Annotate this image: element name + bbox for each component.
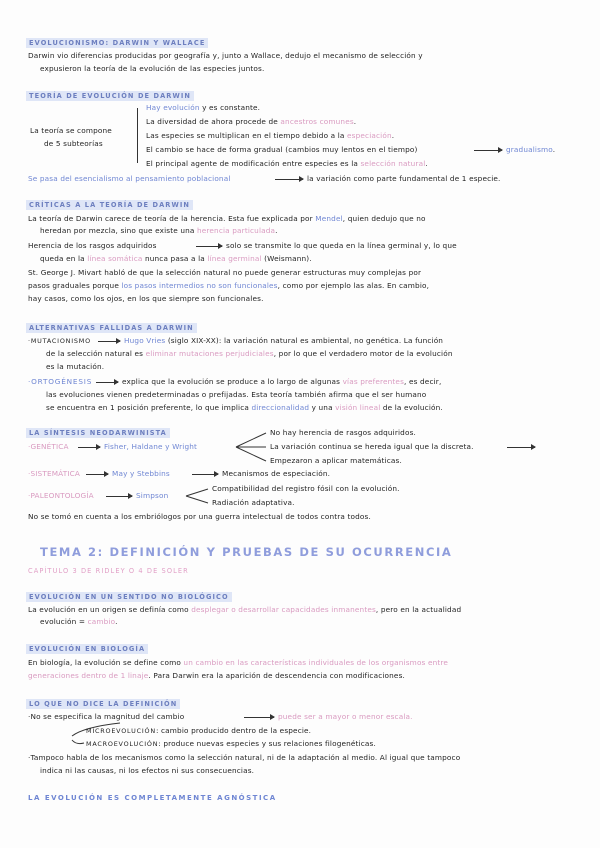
text: de la selección natural es	[46, 349, 146, 358]
term-highlight: visión lineal	[335, 403, 381, 412]
text-line: solo se transmite lo que queda en la línea germinal y, lo que	[226, 241, 457, 250]
term-highlight: ancestros comunes	[280, 117, 354, 126]
term-highlight: cambio	[87, 617, 116, 626]
sistematica-result: Mecanismos de especiación.	[222, 469, 331, 478]
genetica-result-3: Empezaron a aplicar matemáticas.	[270, 456, 402, 465]
term-highlight: eliminar mutaciones perjudiciales	[145, 349, 274, 358]
label: MICROEVOLUCIÓN	[86, 727, 156, 735]
text-escala: puede ser a mayor o menor escala.	[278, 712, 413, 721]
section-header-sintesis: LA SÍNTESIS NEODARWINISTA	[26, 428, 170, 438]
text: : cambio producido dentro de la especie.	[155, 726, 312, 735]
text: .	[115, 617, 118, 626]
term-highlight: gradualismo	[506, 145, 553, 154]
text: , por lo que el verdadero motor de la evolución	[273, 349, 453, 358]
text: , es decir,	[404, 377, 442, 386]
term-highlight: selección natural	[360, 159, 426, 168]
label: ·MUTACIONISMO	[28, 337, 91, 345]
label-genetica: ·GENÉTICA	[28, 442, 69, 451]
text-line: es la mutación.	[46, 362, 105, 371]
text-line: Darwin vio diferencias producidas por geografía y, junto a Wallace, dedujo el mecanismo de selección y	[28, 51, 423, 60]
term-highlight: Hay evolución	[146, 103, 200, 112]
text: y una	[309, 403, 336, 412]
text-microevolucion	[86, 726, 311, 736]
term-highlight: Hugo Vries	[124, 336, 166, 345]
text: evolución =	[40, 617, 88, 626]
text: .	[353, 117, 357, 126]
genetica-result-1: No hay herencia de rasgos adquiridos.	[270, 428, 416, 437]
text: nunca pasa a la	[142, 254, 208, 263]
text-herencia: Herencia de los rasgos adquiridos	[28, 241, 157, 250]
text: . Para Darwin era la aparición de descendencia con modificaciones.	[148, 671, 405, 680]
term-highlight: línea somática	[87, 254, 143, 263]
section-header-agnostica: LA EVOLUCIÓN ES COMPLETAMENTE AGNÓSTICA	[28, 794, 277, 802]
term-highlight: herencia particulada	[197, 226, 276, 235]
text: El principal agente de modificación entre especies es la	[146, 159, 361, 168]
section-header-criticas: CRÍTICAS A LA TEORÍA DE DARWIN	[26, 200, 193, 210]
text-teoria-compone: La teoría se compone	[30, 126, 112, 135]
text: queda en la	[40, 254, 88, 263]
text: y es constante.	[199, 103, 261, 112]
paleontologia-result-1: Compatibilidad del registro fósil con la evolución.	[212, 484, 400, 493]
label-sistematica: ·SISTEMÁTICA	[28, 469, 81, 478]
text: .	[552, 145, 556, 154]
text-line: ·Tampoco habla de los mecanismos como la selección natural, ni de la adaptación al medio. Al igual que tampoco	[28, 753, 461, 762]
text-line: las evoluciones vienen predeterminadas o prefijadas. Esta teoría también afirma que el ser humano	[46, 390, 427, 399]
text: , quien dedujo que no	[342, 214, 426, 223]
text: , pero en la actualidad	[375, 605, 462, 614]
term-highlight: especiación	[347, 131, 392, 140]
text: .	[391, 131, 395, 140]
paleontologia-result-2: Radiación adaptativa.	[212, 498, 295, 507]
text-line: hay casos, como los ojos, en los que siempre son funcionales.	[28, 294, 264, 303]
term-highlight: generaciones dentro de 1 linaje	[28, 671, 149, 680]
term-highlight: línea germinal	[207, 254, 262, 263]
section-header-evolucionismo: EVOLUCIONISMO: DARWIN Y WALLACE	[26, 38, 208, 48]
term-highlight: direccionalidad	[251, 403, 310, 412]
text: .	[275, 226, 278, 235]
label: ·ORTOGÉNESIS	[28, 377, 93, 386]
genetica-names: Fisher, Haldane y Wright	[104, 442, 198, 451]
text: se encuentra en 1 posición preferente, lo que implica	[46, 403, 252, 412]
text-variacion: la variación como parte fundamental de 1 especie.	[307, 174, 501, 183]
term-highlight: vías preferentes	[342, 377, 405, 386]
text: En biología, la evolución se define como	[28, 658, 184, 667]
section-header-alternativas: ALTERNATIVAS FALLIDAS A DARWIN	[26, 323, 197, 333]
text: , como por ejemplo las alas. En cambio,	[277, 281, 430, 290]
term-highlight: Mendel	[315, 214, 343, 223]
text: (Weismann).	[261, 254, 312, 263]
sistematica-names: May y Stebbins	[112, 469, 170, 478]
section-header-teoria-darwin: TEORÍA DE EVOLUCIÓN DE DARWIN	[26, 91, 194, 101]
label: MACROEVOLUCIÓN	[86, 740, 159, 748]
text: de la evolución.	[380, 403, 443, 412]
term-highlight: desplegar o desarrollar capacidades inmanentes	[191, 605, 376, 614]
text: La evolución en un origen se definía como	[28, 605, 192, 614]
text-line: expusieron la teoría de la evolución de las especies juntos.	[40, 64, 265, 73]
text: (siglo XIX-XX): la variación natural es ambiental, no genética. La función	[165, 336, 444, 345]
text: La teoría de Darwin carece de teoría de la herencia. Esta fue explicada por	[28, 214, 316, 223]
text-line: St. George J. Mivart habló de que la selección natural no puede generar estructuras muy complejas por	[28, 268, 422, 277]
paleontologia-names: Simpson	[136, 491, 169, 500]
section-header-no-dice: LO QUE NO DICE LA DEFINICIÓN	[26, 699, 180, 709]
text-subteorias: de 5 subteorías	[44, 139, 103, 148]
text: .	[425, 159, 428, 168]
text: : produce nuevas especies y sus relaciones filogenéticas.	[158, 739, 376, 748]
text: pasos graduales porque	[28, 281, 122, 290]
page-title: TEMA 2: DEFINICIÓN Y PRUEBAS DE SU OCURRENCIA	[40, 545, 453, 559]
text-pasa-esencialismo: Se pasa del esencialismo al pensamiento poblacional	[28, 174, 231, 183]
term-highlight: los pasos intermedios no son funcionales	[121, 281, 278, 290]
term-highlight: un cambio en las características individuales de los organismos entre	[183, 658, 449, 667]
text: explica que la evolución se produce a lo largo de algunas	[122, 377, 343, 386]
text-magnitud: ·No se especifica la magnitud del cambio	[28, 712, 185, 721]
label-paleontologia: ·PALEONTOLOGÍA	[28, 491, 94, 500]
section-header-biologia: EVOLUCIÓN EN BIOLOGÍA	[26, 644, 148, 654]
text-line: indica ni las causas, ni los efectos ni sus consecuencias.	[40, 766, 255, 775]
text: Las especies se multiplican en el tiempo debido a la	[146, 131, 348, 140]
text-macroevolucion	[86, 739, 376, 749]
genetica-result-2: La variación continua se hereda igual que la discreta.	[270, 442, 474, 451]
text: heredan por mezcla, sino que existe una	[40, 226, 198, 235]
text-embriologos: No se tomó en cuenta a los embriólogos por una guerra intelectual de todos contra todos.	[28, 512, 371, 521]
text: La diversidad de ahora procede de	[146, 117, 281, 126]
page-subtitle: CAPÍTULO 3 DE RIDLEY O 4 DE SOLER	[28, 567, 189, 575]
subteoria-4: El cambio se hace de forma gradual (cambios muy lentos en el tiempo)	[146, 145, 418, 154]
section-header-no-biologico: EVOLUCIÓN EN UN SENTIDO NO BIOLÓGICO	[26, 592, 232, 602]
